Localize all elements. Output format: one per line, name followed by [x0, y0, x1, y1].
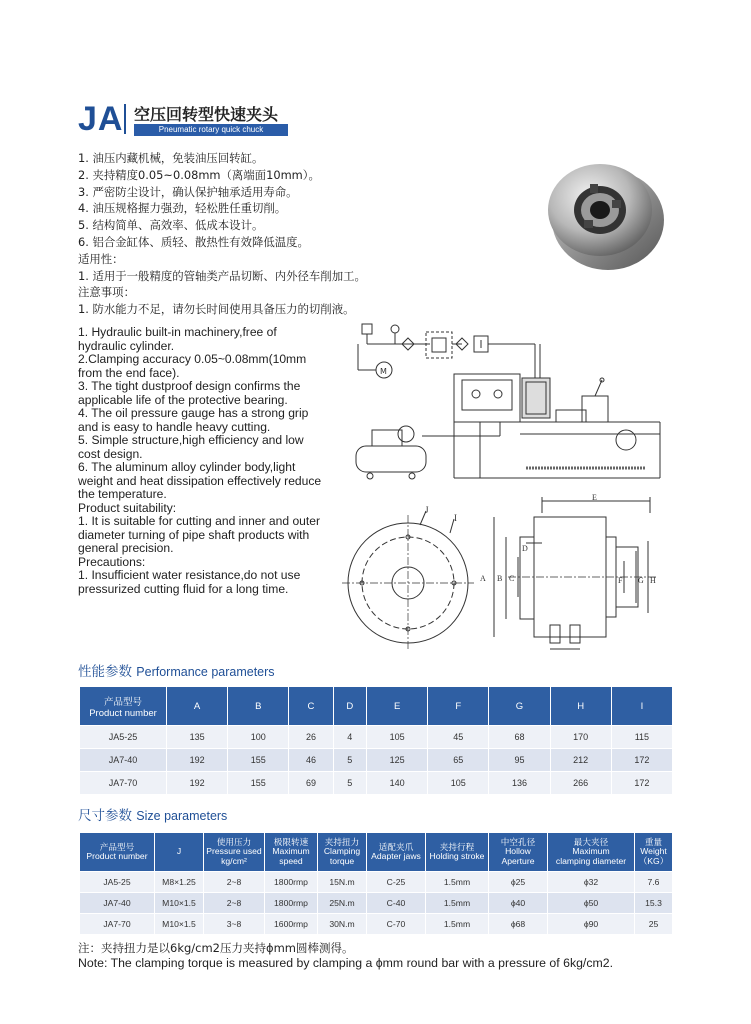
- table-cell: JA7-70: [80, 772, 167, 795]
- table-cell: C-70: [367, 914, 426, 935]
- title-divider: [124, 104, 126, 134]
- size-header-row: [80, 833, 673, 872]
- schematic-filter: [362, 324, 372, 334]
- performance-title-cn: 性能参数: [78, 664, 132, 680]
- header-en: Product number: [89, 707, 157, 719]
- table-cell: M10×1.5: [155, 893, 204, 914]
- table-cell: ϕ32: [548, 872, 635, 893]
- label-j: J: [425, 505, 429, 515]
- label-i: I: [454, 513, 457, 523]
- table-row: [80, 726, 673, 749]
- table-cell: ϕ40: [489, 893, 548, 914]
- table-cell: 5: [333, 749, 367, 772]
- table-cell: 4: [333, 726, 367, 749]
- table-cell: 25N.m: [318, 893, 367, 914]
- table-cell: 140: [367, 772, 428, 795]
- table-cell: JA7-40: [80, 749, 167, 772]
- performance-header-row: [80, 687, 673, 726]
- table-cell: 15N.m: [318, 872, 367, 893]
- feature-cn-item: 5. 结构简单、高效率、低成本设计。: [78, 218, 264, 233]
- label-b: B: [497, 574, 503, 583]
- table-cell: 95: [489, 749, 550, 772]
- table-cell: 172: [611, 772, 672, 795]
- size-title-cn: 尺寸参数: [78, 808, 132, 824]
- table-row: [80, 772, 673, 795]
- performance-table: [79, 686, 673, 795]
- table-row: [80, 872, 673, 893]
- features-chinese: [78, 150, 366, 318]
- feature-cn-item: 6. 铝合金缸体、质轻、散热性有效降低温度。: [78, 234, 309, 249]
- feature-cn-item: 1. 油压内藏机械，免装油压回转缸。: [78, 151, 264, 165]
- table-cell: 1600rmp: [265, 914, 318, 935]
- table-cell: 68: [489, 726, 550, 749]
- table-cell: 15.3: [635, 893, 673, 914]
- table-cell: JA5-25: [80, 726, 167, 749]
- feature-en-item: 1. It is suitable for cutting and inner and outer diameter turning of pipe shaft products with general precision.: [78, 514, 321, 555]
- table-cell: JA5-25: [80, 872, 155, 893]
- note-chinese: 注：夹持扭力是以6kg/cm2压力夹持ϕmm圆棒测得。: [78, 941, 354, 955]
- performance-header-col: G: [489, 687, 550, 726]
- table-cell: 2~8: [204, 872, 265, 893]
- table-cell: 30N.m: [318, 914, 367, 935]
- size-header-col: 最大夹径 Maximum clamping diameter: [548, 833, 635, 872]
- table-cell: JA7-70: [80, 914, 155, 935]
- feature-en-item: 2.Clamping accuracy 0.05~0.08mm(10mm from the end face).: [78, 352, 307, 380]
- table-cell: 155: [228, 772, 289, 795]
- table-row: [80, 914, 673, 935]
- table-cell: 115: [611, 726, 672, 749]
- table-cell: 1800rmp: [265, 893, 318, 914]
- size-header-col: 极限转速 Maximum speed: [265, 833, 318, 872]
- size-header-col: 夹持行程 Holding stroke: [426, 833, 489, 872]
- front-view-drawing: [340, 505, 475, 655]
- label-a: A: [480, 574, 486, 583]
- size-header-col: 产品型号 Product number: [80, 833, 155, 872]
- feature-en-item: 4. The oil pressure gauge has a strong grip and is easy to handle heavy cutting.: [78, 406, 309, 434]
- table-cell: 3~8: [204, 914, 265, 935]
- table-cell: 69: [289, 772, 333, 795]
- performance-header-col: E: [367, 687, 428, 726]
- feature-cn-item: 3. 严密防尘设计，确认保护轴承适用寿命。: [78, 184, 298, 199]
- product-code: JA: [78, 100, 124, 138]
- table-cell: 2~8: [204, 893, 265, 914]
- schematic-headstock: [454, 374, 520, 422]
- feature-en-item: 5. Simple structure,high efficiency and low cost design.: [78, 433, 304, 461]
- table-cell: 5: [333, 772, 367, 795]
- size-header-col: 重量 Weight （KG）: [635, 833, 673, 872]
- performance-header-col: F: [428, 687, 489, 726]
- performance-header-col: I: [611, 687, 672, 726]
- table-cell: 45: [428, 726, 489, 749]
- size-header-col: 中空孔径 Hollow Aperture: [489, 833, 548, 872]
- side-view-fitting: [550, 625, 560, 643]
- label-c: C: [509, 574, 515, 583]
- performance-header-col: C: [289, 687, 333, 726]
- table-cell: JA7-40: [80, 893, 155, 914]
- table-row: [80, 749, 673, 772]
- performance-header-product: [80, 687, 167, 726]
- table-cell: 192: [167, 772, 228, 795]
- table-cell: 1.5mm: [426, 914, 489, 935]
- table-cell: 266: [550, 772, 611, 795]
- table-cell: 25: [635, 914, 673, 935]
- title-english: Pneumatic rotary quick chuck: [134, 124, 288, 136]
- size-header-col: 使用压力 Pressure used kg/cm²: [204, 833, 265, 872]
- installation-schematic: [350, 318, 670, 490]
- size-header-col: 适配夹爪 Adapter jaws: [367, 833, 426, 872]
- label-h: H: [650, 576, 656, 585]
- label-f: F: [618, 576, 623, 585]
- motor-label: M: [380, 367, 387, 376]
- feature-cn-item: 4. 油压规格握力强劲，轻松胜任重切削。: [78, 201, 287, 216]
- size-header-col: J: [155, 833, 204, 872]
- feature-cn-item: 注意事项：: [78, 285, 135, 300]
- performance-section-title: [78, 660, 275, 680]
- table-cell: 46: [289, 749, 333, 772]
- feature-en-item: 1. Hydraulic built-in machinery,free of hydraulic cylinder.: [78, 325, 277, 353]
- table-cell: 170: [550, 726, 611, 749]
- feature-cn-item: 适用性：: [78, 251, 124, 266]
- table-cell: 100: [228, 726, 289, 749]
- header-cn: 产品型号: [103, 696, 142, 708]
- table-cell: M10×1.5: [155, 914, 204, 935]
- table-cell: M8×1.25: [155, 872, 204, 893]
- feature-en-item: Precautions:: [78, 554, 146, 569]
- label-d: D: [522, 544, 528, 553]
- note-english: Note: The clamping torque is measured by clamping a ϕmm round bar with a pressure of 6kg/cm2.: [78, 956, 613, 970]
- table-cell: 125: [367, 749, 428, 772]
- performance-title-en: Performance parameters: [136, 665, 275, 679]
- table-cell: ϕ68: [489, 914, 548, 935]
- table-cell: 192: [167, 749, 228, 772]
- performance-header-col: D: [333, 687, 367, 726]
- table-cell: 65: [428, 749, 489, 772]
- table-cell: 1800rmp: [265, 872, 318, 893]
- feature-cn-item: 1. 适用于一般精度的管轴类产品切断、内外径车削加工。: [78, 268, 366, 283]
- feature-en-item: Product suitability:: [78, 500, 177, 515]
- schematic-compressor-tank: [356, 446, 426, 472]
- table-cell: 172: [611, 749, 672, 772]
- title-chinese: 空压回转型快速夹头: [134, 105, 279, 124]
- table-cell: ϕ50: [548, 893, 635, 914]
- size-header-col: 夹持扭力 Clamping torque: [318, 833, 367, 872]
- performance-header-col: A: [167, 687, 228, 726]
- schematic-handwheel: [616, 430, 636, 450]
- label-g: G: [638, 576, 644, 585]
- table-cell: C-40: [367, 893, 426, 914]
- table-cell: 7.6: [635, 872, 673, 893]
- table-cell: 26: [289, 726, 333, 749]
- size-title-en: Size parameters: [136, 809, 228, 823]
- table-cell: 212: [550, 749, 611, 772]
- schematic-gauge: [391, 325, 399, 333]
- table-row: [80, 893, 673, 914]
- feature-en-item: 1. Insufficient water resistance,do not use pressurized cutting fluid for a long time.: [78, 568, 301, 596]
- feature-cn-item: 2. 夹持精度0.05~0.08mm（离端面10mm）。: [78, 167, 320, 182]
- performance-header-col: H: [550, 687, 611, 726]
- size-table: [79, 832, 673, 935]
- performance-header-col: B: [228, 687, 289, 726]
- table-cell: C-25: [367, 872, 426, 893]
- table-cell: 1.5mm: [426, 872, 489, 893]
- table-cell: 136: [489, 772, 550, 795]
- feature-en-item: 3. The tight dustproof design confirms the applicable life of the protective bearing.: [78, 379, 301, 407]
- features-english: [78, 326, 328, 596]
- feature-cn-item: 1. 防水能力不足，请勿长时间使用具备压力的切削液。: [78, 302, 355, 317]
- label-e: E: [592, 493, 597, 502]
- chuck-photo: [538, 148, 668, 278]
- table-cell: 105: [367, 726, 428, 749]
- side-view-fitting: [570, 625, 580, 643]
- table-cell: 135: [167, 726, 228, 749]
- schematic-valve-box: [426, 332, 452, 358]
- table-cell: 105: [428, 772, 489, 795]
- feature-en-item: 6. The aluminum alloy cylinder body,light weight and heat dissipation effectively reduce the temperature.: [78, 460, 322, 501]
- table-cell: ϕ90: [548, 914, 635, 935]
- table-cell: ϕ25: [489, 872, 548, 893]
- table-cell: 1.5mm: [426, 893, 489, 914]
- size-section-title: [78, 804, 227, 824]
- table-cell: 155: [228, 749, 289, 772]
- side-view-drawing: [478, 493, 670, 663]
